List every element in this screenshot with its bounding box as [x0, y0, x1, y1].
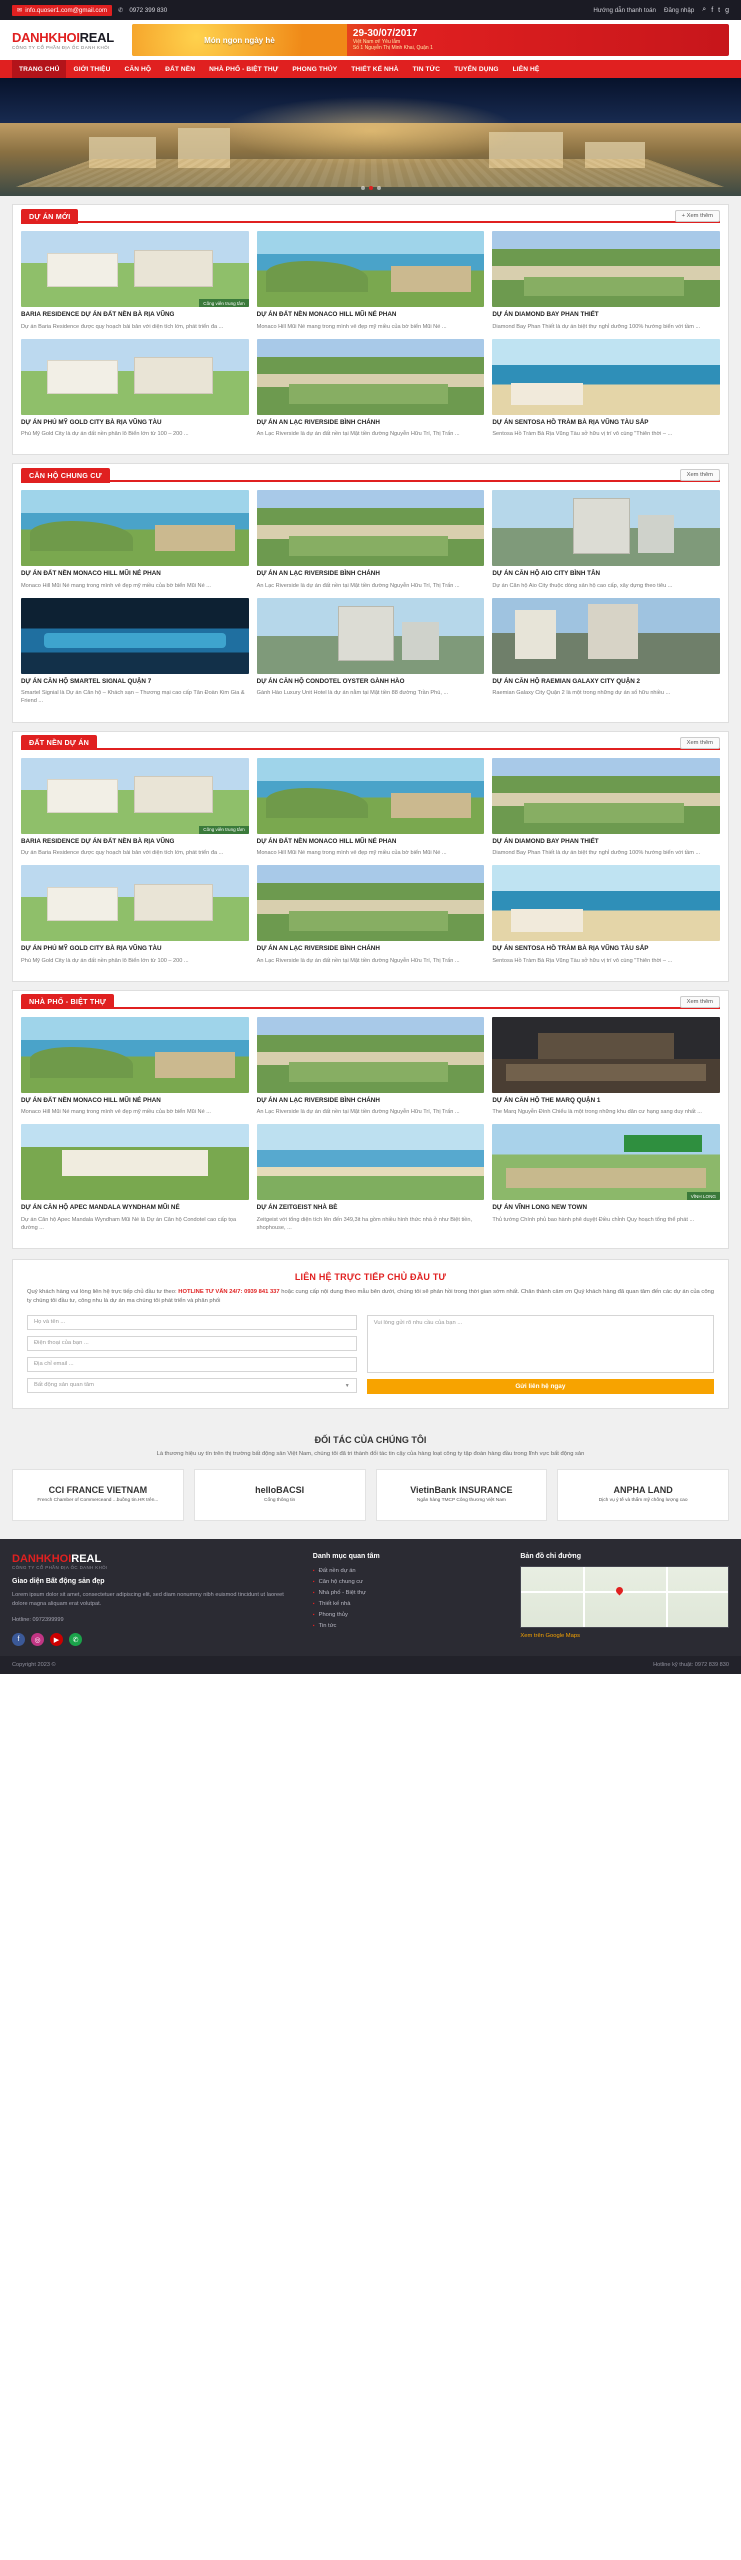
nav-item-7[interactable]: TIN TỨC	[412, 65, 441, 73]
project-excerpt: An Lạc Riverside là dự án đất nền tại Mặt tiền đường Nguyễn Hữu Trí, Thị Trấn ...	[256, 582, 460, 589]
footer-menu-item[interactable]	[313, 1621, 507, 1632]
project-excerpt: Dự án Căn hộ Aio City thuộc dòng sản hộ cao cấp, xây dựng theo tiêu ...	[492, 582, 673, 589]
zalo-icon[interactable]: ✆	[69, 1633, 82, 1646]
nav-item-2[interactable]: CĂN HỘ	[124, 65, 152, 73]
nav-item-3[interactable]: ĐẤT NỀN	[165, 65, 196, 73]
project-thumbnail[interactable]	[21, 490, 249, 566]
support-hotline-text: Hotline kỹ thuật: 0972 839 830	[653, 1662, 729, 1669]
footer-columns	[12, 1553, 729, 1647]
partner-logo-mark: CCI FRANCE VIETNAM	[48, 1485, 148, 1495]
copyright-text: Copyright 2023 ©	[12, 1662, 56, 1669]
hero-slider[interactable]	[0, 78, 741, 196]
project-card[interactable]	[21, 490, 249, 590]
project-card[interactable]	[492, 1017, 720, 1117]
footer-container	[12, 1553, 729, 1647]
map-embed[interactable]	[520, 1566, 729, 1628]
partner-logo[interactable]	[194, 1469, 366, 1521]
project-card[interactable]	[257, 231, 485, 331]
project-thumbnail[interactable]	[492, 758, 720, 834]
contact-lead-1: Quý khách hàng vui lòng liên hệ trực tiếp chủ đầu tư theo:	[27, 1289, 177, 1296]
search-icon[interactable]: ⌕	[702, 6, 707, 13]
phone-field[interactable]: Điện thoại của bạn ...	[27, 1336, 357, 1351]
project-thumbnail[interactable]	[257, 339, 485, 415]
footer-menu-item-label: ▪ Đất nền dự án	[318, 1568, 356, 1575]
card-grid	[13, 750, 728, 973]
project-card[interactable]	[21, 598, 249, 706]
partner-logo-caption: Cổng thông tin	[264, 1498, 296, 1503]
footer-map-title: Bản đồ chỉ đường	[520, 1552, 581, 1560]
project-title[interactable]: DỰ ÁN ĐẤT NỀN MONACO HILL MŨI NÉ PHAN	[256, 311, 397, 318]
project-thumbnail[interactable]	[257, 490, 485, 566]
contact-form-right	[367, 1315, 714, 1394]
contact-lead-2: hoặc cung cấp nội dung theo mẫu bên dưới, chúng tôi sẽ phản hồi trong thời gian sớm nhất. Chân thành cảm ơn Quý khách hàng đã quan tâm đến các dự án của công ty chúng tôi đầu tư, công nhu là dự án ma chúng tôi phát triển và phân phối	[27, 1289, 714, 1305]
project-thumbnail[interactable]	[21, 758, 249, 834]
email-field[interactable]: Địa chỉ email ...	[27, 1357, 357, 1372]
footer-menu-item-label: ▪ Nhà phố - Biệt thự	[318, 1590, 366, 1597]
main-nav	[0, 60, 741, 78]
project-thumbnail[interactable]	[21, 1124, 249, 1200]
partner-logo[interactable]	[376, 1469, 548, 1521]
message-field[interactable]: Vui lòng gửi rõ nhu cầu của bạn ...	[367, 1315, 714, 1373]
map-road	[666, 1567, 668, 1627]
youtube-icon[interactable]: ▶	[50, 1633, 63, 1646]
project-excerpt: Smartel Signial là Dự án Căn hộ – Khách sạn – Thương mại cao cấp Tân Đoàn Kim Gia & Friend ...	[21, 690, 245, 705]
partner-logo-mark: helloBACSI	[255, 1485, 305, 1495]
partners-section	[0, 1419, 741, 1539]
project-title[interactable]: DỰ ÁN DIAMOND BAY PHAN THIẾT	[492, 311, 599, 318]
promo-banner[interactable]	[132, 24, 729, 56]
section-header	[21, 991, 720, 1009]
contact-section	[12, 1259, 729, 1409]
promo-banner-art	[132, 24, 347, 56]
nav-item-8[interactable]: TUYỂN DỤNG	[454, 65, 499, 73]
project-thumbnail[interactable]	[492, 1124, 720, 1200]
footer-menu-list	[313, 1566, 507, 1632]
project-excerpt: Diamond Bay Phan Thiết là dự án biệt thự nghỉ dưỡng 100% hướng biển với tầm ...	[492, 323, 701, 330]
section-0	[12, 204, 729, 455]
project-thumbnail-caption: VĨNH LONG	[687, 1192, 720, 1200]
project-title[interactable]: BARIA RESIDENCE DỰ ÁN ĐẤT NỀN BÀ RỊA VŨNG	[21, 837, 175, 845]
top-bar-left	[12, 5, 167, 16]
logo-subtitle: CÔNG TY CỔ PHẦN ĐỊA ỐC DANH KHÔI	[12, 44, 110, 50]
facebook-icon[interactable]: f	[711, 6, 714, 14]
project-title[interactable]: DỰ ÁN SENTOSA HỒ TRÀM BÀ RỊA VŨNG TÀU SẮP	[492, 418, 649, 426]
partner-logo-caption: French Chamber of Commerceand ...buồng tin.HR trên...	[37, 1498, 159, 1503]
partners-desc: Là thương hiệu uy tín trên thị trường bất động sản Việt Nam, chúng tôi đã tri thành đối tác tin cậy của hàng loạt công ty tập đoàn hàng đầu trong lĩnh vực bất động sản	[156, 1450, 585, 1457]
copyright-bar	[0, 1656, 741, 1674]
project-excerpt: Dự án Căn hộ Apec Mandala Wyndham Mũi Né là Dự án Căn hộ Condotel cao cấp tọa đường ...	[21, 1216, 237, 1231]
footer-menu-item-label: ▪ Thiết kế nhà	[318, 1601, 351, 1608]
project-title[interactable]: DỰ ÁN CĂN HỘ SMARTEL SIGNAL QUẬN 7	[21, 677, 152, 685]
project-card[interactable]	[492, 865, 720, 965]
project-title[interactable]: DỰ ÁN AN LẠC RIVERSIDE BÌNH CHÁNH	[256, 418, 380, 426]
project-title[interactable]: DỰ ÁN CĂN HỘ THE MARQ QUẬN 1	[492, 1096, 601, 1104]
site-footer	[0, 1539, 741, 1657]
top-bar-right	[593, 6, 729, 14]
project-thumbnail[interactable]	[21, 339, 249, 415]
project-thumbnail[interactable]	[492, 1017, 720, 1093]
project-title[interactable]: DỰ ÁN AN LẠC RIVERSIDE BÌNH CHÁNH	[256, 1096, 380, 1104]
contact-hotline-label: HOTLINE TƯ VẤN 24/7:	[178, 1289, 243, 1296]
partner-logo[interactable]	[557, 1469, 729, 1521]
project-thumbnail[interactable]	[21, 865, 249, 941]
promo-left-text: Món ngon ngày hè	[204, 35, 275, 45]
partner-logo-caption: Dịch vụ ý tế và thẩm mỹ chống lượng cao	[598, 1498, 688, 1503]
project-title[interactable]: DỰ ÁN AN LẠC RIVERSIDE BÌNH CHÁNH	[256, 570, 380, 578]
project-card[interactable]	[492, 490, 720, 590]
footer-menu-item-label: ▪ Tin tức	[318, 1623, 337, 1630]
section-header	[21, 732, 720, 750]
logo-text-primary: DANHKHOI	[12, 29, 80, 45]
promo-sub2: Số 1 Nguyễn Thị Minh Khai, Quận 1	[352, 45, 433, 52]
hero-dot-1[interactable]	[361, 186, 365, 190]
project-title[interactable]: DỰ ÁN CĂN HỘ AIO CITY BÌNH TÂN	[492, 570, 601, 578]
project-card[interactable]	[257, 339, 485, 439]
project-card[interactable]	[21, 758, 249, 858]
footer-hotline[interactable]: 0972399999	[32, 1616, 64, 1623]
footer-map-col	[520, 1553, 729, 1647]
project-card[interactable]	[21, 865, 249, 965]
partner-logo-mark: VietinBank INSURANCE	[410, 1485, 513, 1495]
project-title[interactable]: DỰ ÁN AN LẠC RIVERSIDE BÌNH CHÁNH	[256, 945, 380, 953]
project-excerpt: Diamond Bay Phan Thiết là dự án biệt thự nghỉ dưỡng 100% hướng biển với tầm ...	[492, 850, 701, 857]
contact-form-left	[27, 1315, 357, 1394]
nav-item-9[interactable]: LIÊN HỆ	[512, 65, 540, 73]
project-title[interactable]: DỰ ÁN ĐẤT NỀN MONACO HILL MŨI NÉ PHAN	[21, 570, 161, 578]
map-road	[521, 1591, 728, 1593]
project-card[interactable]	[492, 231, 720, 331]
top-bar-icons	[702, 6, 729, 14]
project-excerpt: Dự án Baria Residence được quy hoạch bài bản với diện tích lớn, phát triển đa ...	[21, 850, 224, 857]
section-2	[12, 731, 729, 982]
footer-menu-item-label: ▪ Phong thủy	[318, 1612, 348, 1619]
footer-logo-primary: DANHKHOI	[12, 1552, 72, 1565]
project-title[interactable]: DỰ ÁN CĂN HỘ APEC MANDALA WYNDHAM MŨI NÉ	[21, 1204, 180, 1212]
partner-logo[interactable]	[12, 1469, 184, 1521]
footer-menu-item[interactable]	[313, 1588, 507, 1599]
hero-dot-3[interactable]	[377, 186, 381, 190]
section-more-button[interactable]: Xem thêm	[680, 469, 720, 481]
section-3	[12, 990, 729, 1249]
section-title: NHÀ PHỐ - BIỆT THỰ	[21, 994, 114, 1009]
footer-tagline: Giao diện Bất động sản đẹp	[12, 1577, 105, 1585]
project-card[interactable]	[21, 1124, 249, 1232]
mail-icon: ✉	[17, 6, 23, 14]
footer-logo-secondary: REAL	[71, 1552, 102, 1565]
project-card[interactable]	[257, 865, 485, 965]
submit-button[interactable]: Gửi liên hệ ngay	[367, 1379, 714, 1394]
partner-logo-caption: Ngân hàng TMCP Công thương Việt Nam	[416, 1498, 506, 1503]
partners-logos	[12, 1469, 729, 1521]
project-card[interactable]	[257, 598, 485, 706]
nav-item-0[interactable]: TRANG CHỦ	[12, 60, 66, 78]
login-link[interactable]: Đăng nhập	[663, 6, 695, 14]
project-excerpt: Dự án Baria Residence được quy hoạch bài bản với diện tích lớn, phát triển đa ...	[21, 323, 224, 330]
project-thumbnail[interactable]	[492, 598, 720, 674]
project-card[interactable]	[257, 758, 485, 858]
project-excerpt: Phú Mỹ Gold City là dự án đất nền phân lô Biển lớn từ 100 – 200 ...	[21, 431, 189, 438]
footer-hotline-label: Hotline:	[12, 1616, 31, 1623]
facebook-icon[interactable]: f	[12, 1633, 25, 1646]
project-excerpt: Gành Hào Luxury Unit Hotel là dự án nằm tại Mặt tiền 88 đường Trần Phú, ...	[256, 690, 449, 697]
nav-item-6[interactable]: THIẾT KẾ NHÀ	[351, 65, 399, 73]
project-title[interactable]: DỰ ÁN ĐẤT NỀN MONACO HILL MŨI NÉ PHAN	[21, 1096, 161, 1104]
project-card[interactable]	[21, 339, 249, 439]
top-bar	[0, 0, 741, 20]
project-title[interactable]: DỰ ÁN ĐẤT NỀN MONACO HILL MŨI NÉ PHAN	[256, 837, 397, 845]
map-road	[583, 1567, 585, 1627]
footer-menu-col	[313, 1553, 507, 1647]
email-text: info.quoser1.com@gmail.com	[25, 6, 108, 14]
footer-menu-item[interactable]	[313, 1566, 507, 1577]
promo-sub1: Việt Nam ơi! Yêu lắm	[352, 39, 401, 46]
project-excerpt: Raemian Galaxy City Quận 2 là một trong những dự án số hữu nhiều ...	[492, 690, 671, 697]
interest-select-value: Bất động sản quan tâm	[34, 1382, 94, 1389]
phone-text: 0972 399 830	[129, 6, 168, 14]
contact-title: LIÊN HỆ TRỰC TIẾP CHỦ ĐẦU TƯ	[294, 1272, 447, 1283]
partner-logo-mark: ANPHA LAND	[613, 1485, 673, 1495]
promo-date: 29-30/07/2017	[352, 27, 418, 39]
project-thumbnail[interactable]	[257, 865, 485, 941]
project-title[interactable]: DỰ ÁN CĂN HỘ RAEMIAN GALAXY CITY QUẬN 2	[492, 677, 641, 685]
project-excerpt: Monaco Hill Mũi Né mang trong mình vẻ đẹp mỹ miều của bờ biển Mũi Né ...	[256, 323, 447, 330]
payment-guide-link[interactable]: Hướng dẫn thanh toán	[593, 6, 656, 14]
project-thumbnail[interactable]	[257, 598, 485, 674]
project-title[interactable]: DỰ ÁN ZEITGEIST NHÀ BÈ	[256, 1204, 338, 1212]
section-header	[21, 205, 720, 223]
project-title[interactable]: DỰ ÁN CĂN HỘ CONDOTEL OYSTER GÀNH HÀO	[256, 677, 405, 685]
footer-logo-subtitle: CÔNG TY CỔ PHẦN ĐỊA ỐC DANH KHÔI	[12, 1564, 108, 1570]
project-thumbnail[interactable]	[257, 758, 485, 834]
project-thumbnail-caption: Công viên trung tâm	[199, 299, 248, 307]
project-thumbnail-caption: Công viên trung tâm	[199, 826, 248, 834]
project-excerpt: Monaco Hill Mũi Né mang trong mình vẻ đẹp mỹ miều của bờ biển Mũi Né ...	[21, 582, 211, 589]
section-title: CĂN HỘ CHUNG CƯ	[21, 468, 110, 483]
logo-text-secondary: REAL	[79, 29, 114, 45]
project-card[interactable]	[492, 758, 720, 858]
section-more-button[interactable]: + Xem thêm	[675, 210, 720, 222]
hero-glow	[221, 96, 521, 166]
twitter-icon[interactable]: t	[718, 6, 721, 14]
project-card[interactable]	[492, 1124, 720, 1232]
contact-hotline[interactable]: 0939 841 337	[244, 1289, 280, 1296]
card-grid	[13, 223, 728, 446]
section-more-button[interactable]: Xem thêm	[680, 737, 720, 749]
footer-menu-item-label: ▪ Căn hộ chung cư	[318, 1579, 364, 1586]
instagram-icon[interactable]: ◎	[31, 1633, 44, 1646]
project-title[interactable]: DỰ ÁN PHÚ MỸ GOLD CITY BÀ RỊA VŨNG TÀU	[21, 945, 162, 953]
footer-menu-item[interactable]	[313, 1577, 507, 1588]
section-1	[12, 463, 729, 722]
footer-about-col	[12, 1553, 299, 1647]
project-excerpt: An Lạc Riverside là dự án đất nền tại Mặt tiền đường Nguyễn Hữu Trí, Thị Trấn ...	[256, 1109, 460, 1116]
project-excerpt: Zeitgeist với tổng diện tích lên đến 349,3it ha gồm nhiều hình thức nhà ở như Biệt tiền, shophouse, ...	[256, 1216, 473, 1231]
project-excerpt: An Lạc Riverside là dự án đất nền tại Mặt tiền đường Nguyễn Hữu Trí, Thị Trấn ...	[256, 431, 460, 438]
project-thumbnail[interactable]	[257, 231, 485, 307]
project-title[interactable]: DỰ ÁN PHÚ MỸ GOLD CITY BÀ RỊA VŨNG TÀU	[21, 418, 162, 426]
card-grid	[13, 482, 728, 713]
project-title[interactable]: DỰ ÁN SENTOSA HỒ TRÀM BÀ RỊA VŨNG TÀU SẮP	[492, 945, 649, 953]
project-excerpt: Sentosa Hồ Tràm Bà Rịa Vũng Tàu sở hữu vị trí vô cùng "Thiên thời – ...	[492, 431, 673, 438]
contact-lead	[27, 1288, 714, 1307]
project-card[interactable]	[21, 231, 249, 331]
footer-menu-title: Danh mục quan tâm	[312, 1552, 380, 1560]
project-title[interactable]: DỰ ÁN DIAMOND BAY PHAN THIẾT	[492, 837, 599, 845]
project-thumbnail[interactable]	[21, 598, 249, 674]
site-logo[interactable]	[12, 31, 122, 50]
partners-container	[12, 1435, 729, 1521]
google-plus-icon[interactable]: g	[725, 6, 729, 14]
section-header	[21, 464, 720, 482]
interest-select[interactable]	[27, 1378, 357, 1393]
hero-dot-2[interactable]	[369, 186, 373, 190]
section-title: DỰ ÁN MỚI	[21, 209, 78, 224]
project-card[interactable]	[492, 339, 720, 439]
name-field[interactable]: Họ và tên ...	[27, 1315, 357, 1330]
email-badge[interactable]	[12, 5, 112, 16]
project-excerpt: Monaco Hill Mũi Né mang trong mình vẻ đẹp mỹ miều của bờ biển Mũi Né ...	[256, 850, 447, 857]
footer-hotline-row	[12, 1616, 299, 1626]
footer-logo[interactable]	[12, 1553, 299, 1570]
project-title[interactable]: BARIA RESIDENCE DỰ ÁN ĐẤT NỀN BÀ RỊA VŨNG	[21, 311, 175, 318]
content-container	[12, 204, 729, 1249]
main-content	[0, 196, 741, 1539]
project-card[interactable]	[257, 490, 485, 590]
nav-item-1[interactable]: GIỚI THIỆU	[73, 65, 111, 73]
partners-title: ĐỐI TÁC CỦA CHÚNG TÔI	[314, 1434, 427, 1445]
footer-about-text: Lorem ipsum dolor sit amet, consectetuer adipiscing elit, sed diam nonummy nibh euismod tincidunt ut laoreet dolore magna aliquam erat volutpat.	[12, 1591, 284, 1608]
contact-form	[27, 1315, 714, 1394]
project-thumbnail[interactable]	[257, 1017, 485, 1093]
card-grid	[13, 1009, 728, 1240]
project-card[interactable]	[257, 1124, 485, 1232]
nav-item-4[interactable]: NHÀ PHỐ - BIỆT THỰ	[209, 65, 279, 73]
promo-banner-text	[347, 29, 729, 52]
footer-menu-item[interactable]	[313, 1610, 507, 1621]
project-excerpt: An Lạc Riverside là dự án đất nền tại Mặt tiền đường Nguyễn Hữu Trí, Thị Trấn ...	[256, 957, 460, 964]
project-thumbnail[interactable]	[492, 339, 720, 415]
project-excerpt: Phú Mỹ Gold City là dự án đất nền phân lô Biển lớn từ 100 – 200 ...	[21, 957, 189, 964]
project-thumbnail[interactable]	[492, 865, 720, 941]
project-thumbnail[interactable]	[492, 490, 720, 566]
project-card[interactable]	[492, 598, 720, 706]
project-card[interactable]	[21, 1017, 249, 1117]
project-excerpt: Thủ tướng Chính phủ bao hành phê duyệt Điều chỉnh Quy hoạch tổng thể phát ...	[492, 1216, 695, 1223]
project-thumbnail[interactable]	[492, 231, 720, 307]
section-more-button[interactable]: Xem thêm	[680, 996, 720, 1008]
chevron-down-icon: ▼	[344, 1382, 350, 1389]
project-thumbnail[interactable]	[21, 1017, 249, 1093]
nav-item-5[interactable]: PHONG THỦY	[292, 65, 338, 73]
project-card[interactable]	[257, 1017, 485, 1117]
google-maps-link[interactable]: Xem trên Google Maps	[520, 1632, 580, 1639]
hero-pagination[interactable]	[0, 186, 741, 190]
project-title[interactable]: DỰ ÁN VĨNH LONG NEW TOWN	[492, 1204, 587, 1212]
project-excerpt: Monaco Hill Mũi Né mang trong mình vẻ đẹp mỹ miều của bờ biển Mũi Né ...	[21, 1109, 211, 1116]
project-thumbnail[interactable]	[257, 1124, 485, 1200]
project-thumbnail[interactable]	[21, 231, 249, 307]
site-header	[0, 20, 741, 60]
map-pin-icon	[615, 1586, 625, 1596]
project-excerpt: The Marq Nguyễn Đình Chiểu là một trong những khu dân cư hạng sang duy nhất ...	[492, 1109, 702, 1116]
phone-icon: ✆	[118, 6, 124, 14]
footer-socials	[12, 1633, 299, 1646]
project-excerpt: Sentosa Hồ Tràm Bà Rịa Vũng Tàu sở hữu vị trí vô cùng "Thiên thời – ...	[492, 957, 673, 964]
footer-menu-item[interactable]	[313, 1599, 507, 1610]
section-title: ĐẤT NỀN DỰ ÁN	[21, 735, 97, 750]
